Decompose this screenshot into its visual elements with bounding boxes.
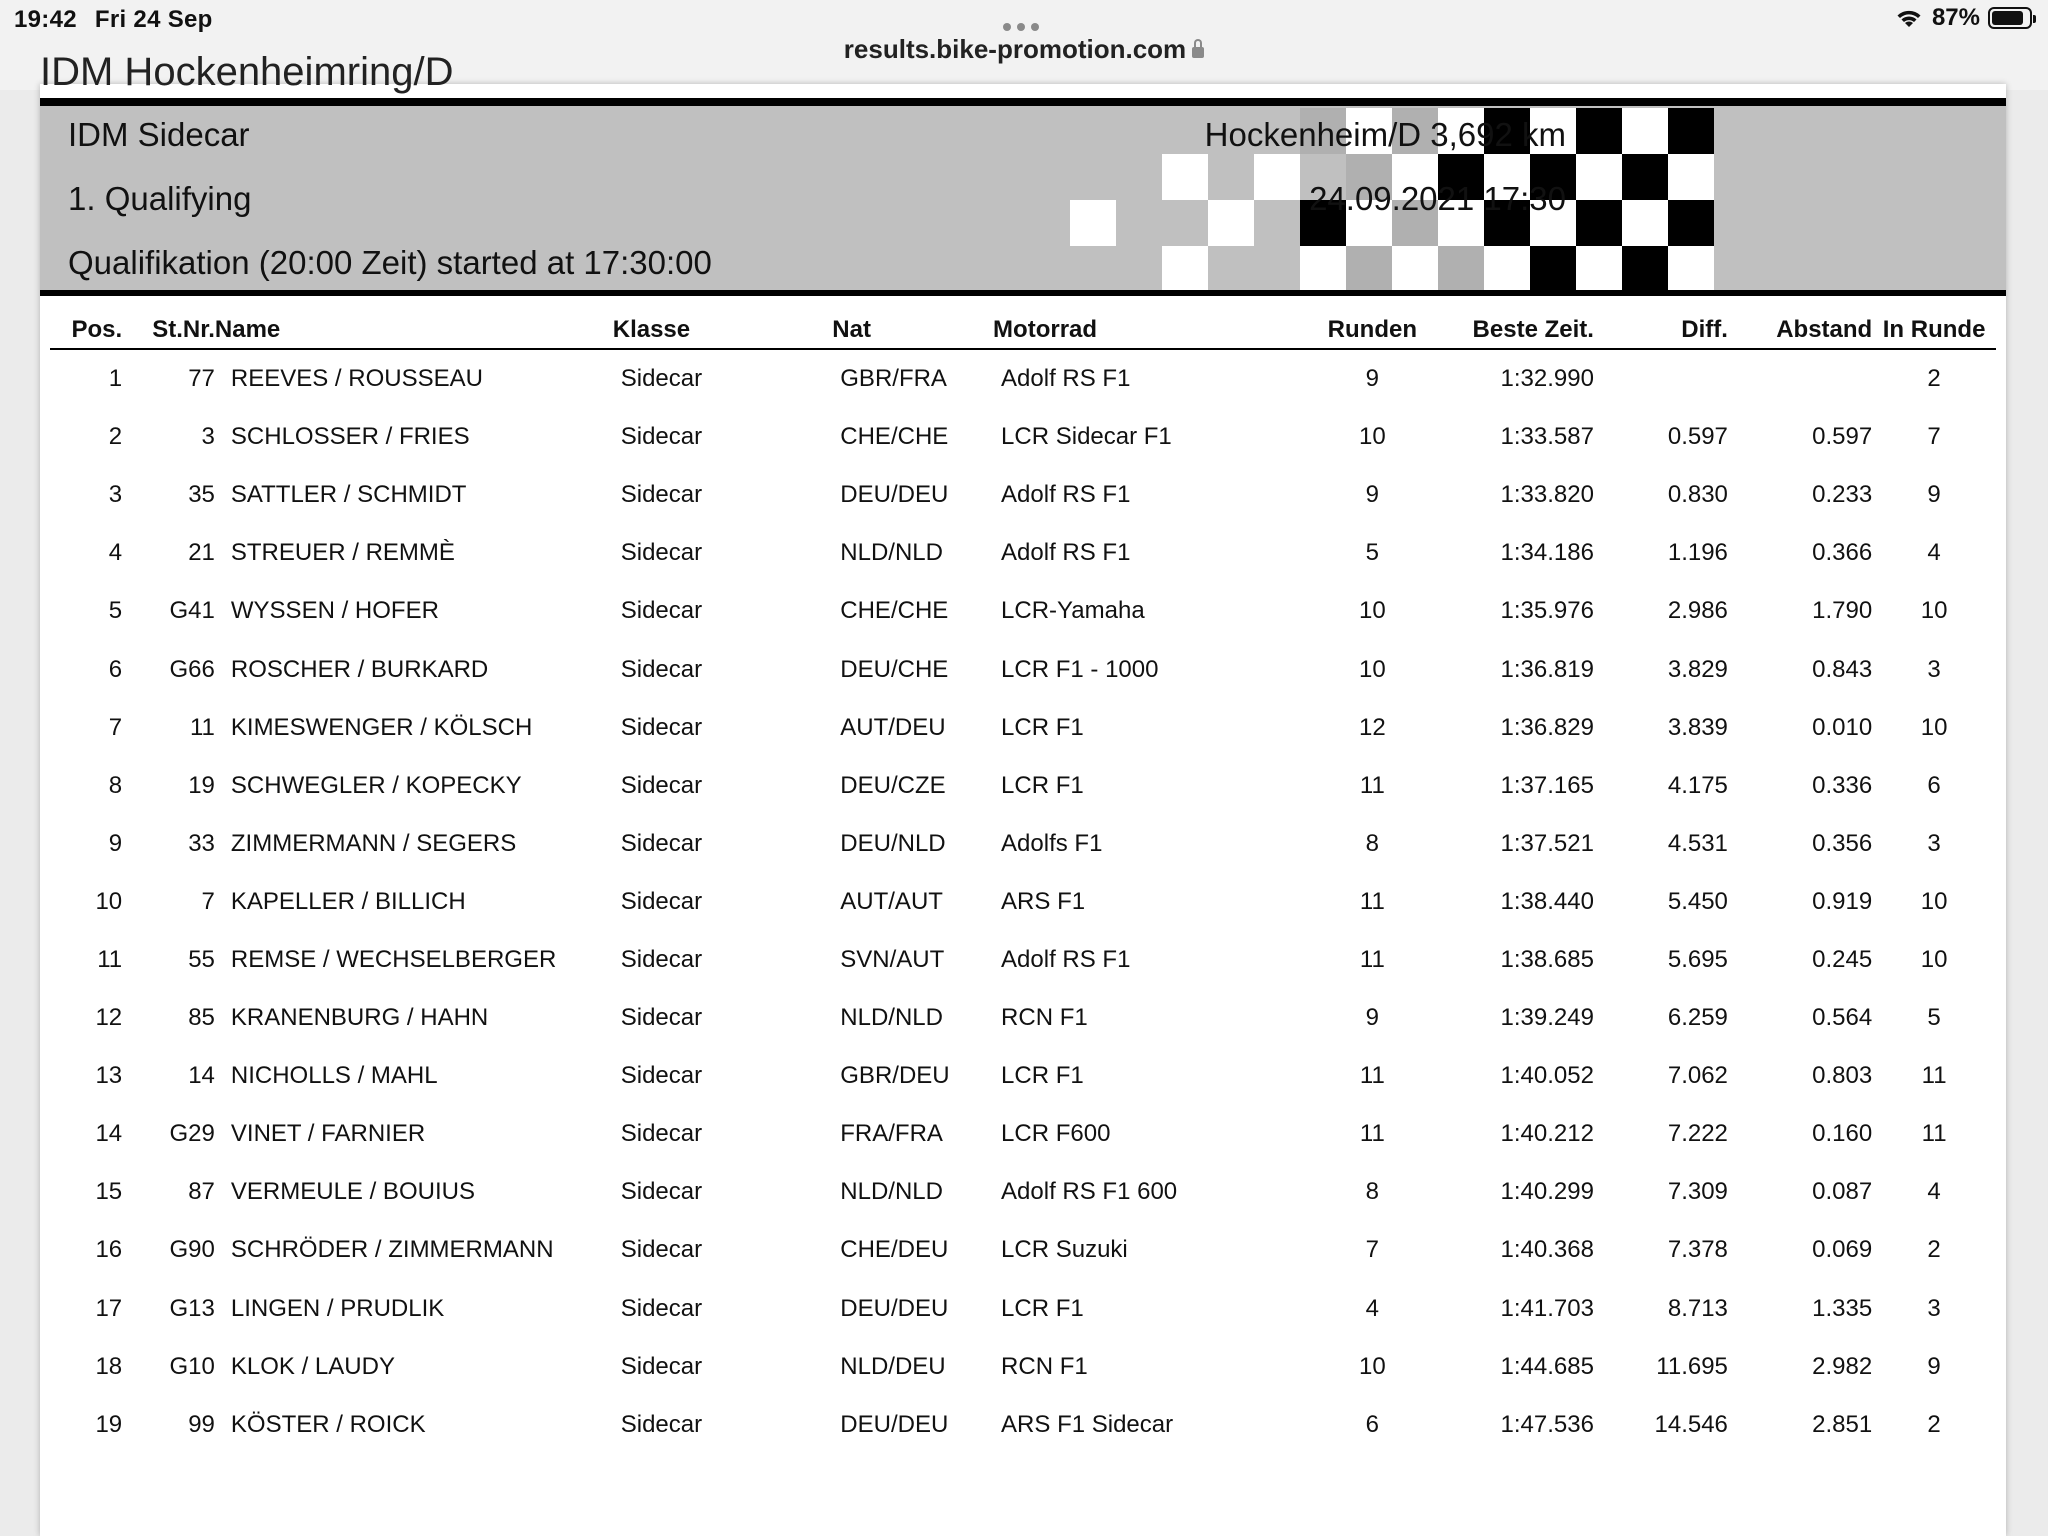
cell-stnr: 14 <box>188 1062 215 1090</box>
table-row <box>50 1163 1996 1221</box>
cell-abstand: 0.336 <box>1812 771 1873 799</box>
cell-in-runde: 4 <box>1927 1178 1941 1206</box>
cell-beste-zeit: 1:38.685 <box>1500 945 1594 973</box>
cell-pos: 11 <box>97 945 123 973</box>
cell-beste-zeit: 1:32.990 <box>1500 365 1594 393</box>
cell-name: ZIMMERMANN / SEGERS <box>230 829 517 857</box>
cell-beste-zeit: 1:33.820 <box>1500 481 1594 509</box>
cell-beste-zeit: 1:40.212 <box>1500 1120 1594 1148</box>
cell-motorrad: RCN F1 <box>1001 1004 1088 1032</box>
cell-motorrad: LCR F1 - 1000 <box>1001 655 1159 683</box>
cell-name: KRANENBURG / HAHN <box>230 1004 489 1032</box>
header-runden: Runden <box>1305 314 1439 349</box>
cell-klasse: Sidecar <box>620 771 703 799</box>
table-row <box>50 1047 1996 1105</box>
cell-pos: 17 <box>95 1294 123 1322</box>
cell-abstand: 2.982 <box>1812 1352 1873 1380</box>
cell-motorrad: LCR F600 <box>1001 1120 1111 1148</box>
cell-beste-zeit: 1:40.052 <box>1500 1062 1594 1090</box>
table-row <box>50 1396 1996 1454</box>
cell-pos: 19 <box>95 1410 123 1438</box>
cell-beste-zeit: 1:40.368 <box>1500 1236 1594 1264</box>
cell-abstand: 0.233 <box>1812 481 1873 509</box>
cell-diff: 7.062 <box>1667 1062 1728 1090</box>
status-right <box>1894 4 2032 32</box>
header-klasse: Klasse <box>613 314 833 349</box>
cell-runden: 7 <box>1365 1236 1380 1264</box>
cell-nat: GBR/FRA <box>840 365 947 393</box>
cell-beste-zeit: 1:37.165 <box>1500 771 1594 799</box>
table-row <box>50 757 1996 815</box>
cell-name: VERMEULE / BOUIUS <box>230 1178 475 1206</box>
cell-nat: NLD/NLD <box>840 1178 943 1206</box>
cell-runden: 8 <box>1365 1178 1380 1206</box>
table-row <box>50 699 1996 757</box>
cell-in-runde: 10 <box>1920 713 1948 741</box>
flag-square <box>1208 200 1254 246</box>
cell-stnr: G41 <box>169 597 215 625</box>
cell-runden: 6 <box>1365 1410 1380 1438</box>
cell-runden: 12 <box>1358 713 1386 741</box>
cell-pos: 13 <box>95 1062 123 1090</box>
header-name: Name <box>215 314 613 349</box>
cell-in-runde: 11 <box>1921 1062 1947 1090</box>
flag-square <box>1668 200 1714 246</box>
cell-motorrad: ARS F1 Sidecar <box>1001 1410 1174 1438</box>
cell-klasse: Sidecar <box>620 365 703 393</box>
cell-diff: 8.713 <box>1667 1294 1728 1322</box>
cell-abstand: 0.597 <box>1812 423 1873 451</box>
cell-stnr: 99 <box>188 1410 215 1438</box>
cell-name: SCHWEGLER / KOPECKY <box>230 771 522 799</box>
table-row <box>50 1105 1996 1163</box>
cell-in-runde: 2 <box>1927 1236 1941 1264</box>
cell-diff: 6.259 <box>1667 1004 1728 1032</box>
cell-name: KLOK / LAUDY <box>230 1352 395 1380</box>
cell-stnr: 87 <box>188 1178 215 1206</box>
cell-klasse: Sidecar <box>620 1004 703 1032</box>
cell-pos: 9 <box>108 829 123 857</box>
cell-abstand: 0.366 <box>1812 539 1873 567</box>
cell-in-runde: 10 <box>1920 945 1948 973</box>
cell-diff: 4.175 <box>1667 771 1728 799</box>
header-in-runde: In Runde <box>1872 314 1996 349</box>
cell-name: KAPELLER / BILLICH <box>230 887 466 915</box>
cell-name: ROSCHER / BURKARD <box>230 655 489 683</box>
cell-beste-zeit: 1:39.249 <box>1500 1004 1594 1032</box>
cell-stnr: G29 <box>169 1120 215 1148</box>
cell-motorrad: LCR F1 <box>1001 713 1084 741</box>
cell-motorrad: LCR F1 <box>1001 1294 1084 1322</box>
cell-motorrad: Adolf RS F1 <box>1001 945 1131 973</box>
battery-percent: 87% <box>1931 4 1980 31</box>
cell-nat: DEU/NLD <box>840 829 946 857</box>
cell-runden: 11 <box>1359 1062 1385 1090</box>
cell-motorrad: Adolf RS F1 <box>1001 365 1131 393</box>
cell-nat: DEU/CHE <box>840 655 949 683</box>
cell-name: VINET / FARNIER <box>230 1120 426 1148</box>
cell-beste-zeit: 1:44.685 <box>1500 1352 1594 1380</box>
cell-abstand: 0.087 <box>1812 1178 1873 1206</box>
cell-pos: 18 <box>95 1352 123 1380</box>
flag-square <box>1576 154 1622 200</box>
cell-diff: 0.830 <box>1667 481 1728 509</box>
cell-runden: 10 <box>1358 655 1386 683</box>
cell-in-runde: 6 <box>1927 771 1941 799</box>
cell-klasse: Sidecar <box>620 1178 703 1206</box>
cell-runden: 11 <box>1359 887 1385 915</box>
cell-diff: 5.695 <box>1667 945 1728 973</box>
cell-klasse: Sidecar <box>620 1410 703 1438</box>
cell-runden: 10 <box>1358 423 1386 451</box>
cell-motorrad: LCR Sidecar F1 <box>1001 423 1172 451</box>
cell-diff: 1.196 <box>1667 539 1728 567</box>
flag-square <box>1300 246 1346 292</box>
table-row <box>50 989 1996 1047</box>
cell-beste-zeit: 1:34.186 <box>1500 539 1594 567</box>
flag-square <box>1622 200 1668 246</box>
table-row <box>50 873 1996 931</box>
cell-beste-zeit: 1:36.829 <box>1500 713 1594 741</box>
cell-pos: 6 <box>108 655 123 683</box>
cell-abstand <box>1728 349 1872 408</box>
flag-square <box>1576 246 1622 292</box>
table-row <box>50 524 1996 582</box>
cell-klasse: Sidecar <box>620 481 703 509</box>
cell-in-runde: 11 <box>1921 1120 1947 1148</box>
cell-beste-zeit: 1:35.976 <box>1500 597 1594 625</box>
cell-name: KÖSTER / ROICK <box>230 1410 426 1438</box>
cell-in-runde: 3 <box>1927 1294 1941 1322</box>
cell-klasse: Sidecar <box>620 655 703 683</box>
cell-abstand: 0.069 <box>1812 1236 1873 1264</box>
cell-diff: 4.531 <box>1667 829 1728 857</box>
cell-klasse: Sidecar <box>620 713 703 741</box>
cell-in-runde: 7 <box>1927 423 1941 451</box>
cell-diff: 7.378 <box>1667 1236 1728 1264</box>
flag-square <box>1346 246 1392 292</box>
cell-motorrad: Adolf RS F1 <box>1001 539 1131 567</box>
cell-klasse: Sidecar <box>620 597 703 625</box>
cell-pos: 10 <box>95 887 123 915</box>
cell-klasse: Sidecar <box>620 829 703 857</box>
flag-square <box>1438 246 1484 292</box>
cell-pos: 4 <box>108 539 123 567</box>
cell-abstand: 1.790 <box>1812 597 1873 625</box>
cell-motorrad: Adolf RS F1 600 <box>1001 1178 1178 1206</box>
table-row <box>50 1338 1996 1396</box>
cell-motorrad: LCR Suzuki <box>1001 1236 1128 1264</box>
session-banner <box>40 106 2006 296</box>
table-row <box>50 1280 1996 1338</box>
cell-in-runde: 3 <box>1927 829 1941 857</box>
cell-nat: DEU/CZE <box>840 771 946 799</box>
cell-stnr: 33 <box>188 829 215 857</box>
results-table <box>50 314 1996 1454</box>
table-row <box>50 931 1996 989</box>
table-row <box>50 582 1996 640</box>
cell-motorrad: RCN F1 <box>1001 1352 1088 1380</box>
flag-square <box>1530 246 1576 292</box>
cell-klasse: Sidecar <box>620 1062 703 1090</box>
cell-motorrad: Adolf RS F1 <box>1001 481 1131 509</box>
lock-icon <box>1192 47 1204 58</box>
cell-name: NICHOLLS / MAHL <box>230 1062 438 1090</box>
cell-nat: NLD/NLD <box>840 539 943 567</box>
flag-square <box>1668 246 1714 292</box>
cell-abstand: 0.919 <box>1812 887 1873 915</box>
cell-motorrad: ARS F1 <box>1001 887 1086 915</box>
cell-name: WYSSEN / HOFER <box>230 597 439 625</box>
cell-beste-zeit: 1:41.703 <box>1500 1294 1594 1322</box>
cell-abstand: 0.564 <box>1812 1004 1873 1032</box>
header-nat: Nat <box>832 314 993 349</box>
table-row <box>50 408 1996 466</box>
flag-square <box>1668 154 1714 200</box>
cell-runden: 4 <box>1365 1294 1380 1322</box>
table-row <box>50 815 1996 873</box>
cell-nat: DEU/DEU <box>840 481 949 509</box>
session-info: Qualifikation (20:00 Zeit) started at 17:30:00 <box>68 244 712 281</box>
cell-stnr: 35 <box>188 481 215 509</box>
table-row <box>50 640 1996 698</box>
cell-name: KIMESWENGER / KÖLSCH <box>230 713 533 741</box>
cell-name: LINGEN / PRUDLIK <box>230 1294 445 1322</box>
session-name: 1. Qualifying <box>68 180 252 217</box>
cell-klasse: Sidecar <box>620 887 703 915</box>
cell-abstand: 1.335 <box>1812 1294 1873 1322</box>
results-page <box>40 50 2006 1536</box>
cell-stnr: 7 <box>201 887 215 915</box>
header-pos: Pos. <box>50 314 122 349</box>
cell-klasse: Sidecar <box>620 423 703 451</box>
venue: Hockenheim/D 3,692 km <box>1204 116 1566 153</box>
cell-nat: DEU/DEU <box>840 1410 949 1438</box>
cell-beste-zeit: 1:37.521 <box>1500 829 1594 857</box>
cell-abstand: 0.356 <box>1812 829 1873 857</box>
cell-name: SCHRÖDER / ZIMMERMANN <box>230 1236 554 1264</box>
cell-pos: 7 <box>108 713 123 741</box>
cell-nat: CHE/CHE <box>840 423 949 451</box>
cell-abstand: 2.851 <box>1812 1410 1873 1438</box>
cell-beste-zeit: 1:47.536 <box>1500 1410 1594 1438</box>
flag-square <box>1622 246 1668 292</box>
cell-klasse: Sidecar <box>620 1294 703 1322</box>
cell-diff: 0.597 <box>1667 423 1728 451</box>
cell-nat: CHE/DEU <box>840 1236 949 1264</box>
cell-beste-zeit: 1:40.299 <box>1500 1178 1594 1206</box>
header-motorrad: Motorrad <box>993 314 1305 349</box>
cell-diff: 11.695 <box>1656 1352 1728 1380</box>
battery-icon <box>1988 7 2032 29</box>
cell-in-runde: 9 <box>1927 481 1941 509</box>
cell-abstand: 0.010 <box>1812 713 1873 741</box>
table-row <box>50 1221 1996 1279</box>
cell-runden: 11 <box>1359 1120 1385 1148</box>
cell-beste-zeit: 1:38.440 <box>1500 887 1594 915</box>
cell-diff: 14.546 <box>1654 1410 1728 1438</box>
event-title: IDM Hockenheimring/D <box>40 50 454 94</box>
cell-nat: AUT/DEU <box>840 713 946 741</box>
cell-runden: 10 <box>1358 597 1386 625</box>
cell-pos: 3 <box>108 481 123 509</box>
flag-square <box>1576 108 1622 154</box>
cell-abstand: 0.245 <box>1812 945 1873 973</box>
cell-name: SATTLER / SCHMIDT <box>230 481 467 509</box>
cell-nat: GBR/DEU <box>840 1062 950 1090</box>
cell-klasse: Sidecar <box>620 1120 703 1148</box>
cell-diff: 7.222 <box>1667 1120 1728 1148</box>
status-left <box>14 6 231 34</box>
more-dots-icon[interactable] <box>1000 18 1048 28</box>
cell-in-runde: 10 <box>1920 597 1948 625</box>
cell-diff: 5.450 <box>1667 887 1728 915</box>
flag-square <box>1622 108 1668 154</box>
cell-stnr: G13 <box>169 1294 215 1322</box>
clock: 19:42 <box>14 6 77 33</box>
cell-motorrad: LCR F1 <box>1001 1062 1084 1090</box>
header-diff: Diff. <box>1594 314 1728 349</box>
session-datetime: 24.09.2021 17:30 <box>1309 180 1566 217</box>
cell-nat: NLD/DEU <box>840 1352 946 1380</box>
flag-square <box>1254 154 1300 200</box>
cell-in-runde: 2 <box>1927 365 1941 393</box>
flag-square <box>1576 200 1622 246</box>
cell-stnr: 3 <box>201 423 215 451</box>
bottom-rule <box>40 290 2006 296</box>
cell-pos: 12 <box>95 1004 123 1032</box>
cell-in-runde: 10 <box>1920 887 1948 915</box>
cell-nat: AUT/AUT <box>840 887 943 915</box>
cell-nat: FRA/FRA <box>840 1120 943 1148</box>
cell-stnr: 19 <box>188 771 215 799</box>
cell-in-runde: 9 <box>1927 1352 1941 1380</box>
cell-runden: 9 <box>1365 481 1380 509</box>
cell-in-runde: 4 <box>1927 539 1941 567</box>
cell-pos: 2 <box>108 423 123 451</box>
cell-pos: 16 <box>95 1236 123 1264</box>
header-stnr: St.Nr. <box>122 314 215 349</box>
cell-pos: 8 <box>108 771 123 799</box>
cell-nat: DEU/DEU <box>840 1294 949 1322</box>
cell-stnr: G10 <box>169 1352 215 1380</box>
cell-in-runde: 5 <box>1927 1004 1941 1032</box>
wifi-icon <box>1894 7 1924 29</box>
flag-square <box>1668 108 1714 154</box>
cell-name: STREUER / REMMÈ <box>230 539 455 567</box>
flag-square <box>1484 246 1530 292</box>
cell-stnr: 77 <box>188 365 215 393</box>
cell-name: REEVES / ROUSSEAU <box>230 365 483 393</box>
cell-runden: 8 <box>1365 829 1380 857</box>
cell-name: REMSE / WECHSELBERGER <box>230 945 557 973</box>
cell-abstand: 0.803 <box>1812 1062 1873 1090</box>
cell-motorrad: Adolfs F1 <box>1001 829 1103 857</box>
cell-motorrad: LCR-Yamaha <box>1001 597 1145 625</box>
cell-runden: 9 <box>1365 365 1380 393</box>
cell-stnr: G90 <box>169 1236 215 1264</box>
cell-klasse: Sidecar <box>620 539 703 567</box>
cell-in-runde: 3 <box>1927 655 1941 683</box>
cell-diff: 2.986 <box>1667 597 1728 625</box>
cell-stnr: 55 <box>188 945 215 973</box>
cell-klasse: Sidecar <box>620 1236 703 1264</box>
cell-abstand: 0.160 <box>1812 1120 1873 1148</box>
cell-motorrad: LCR F1 <box>1001 771 1084 799</box>
cell-beste-zeit: 1:36.819 <box>1500 655 1594 683</box>
date: Fri 24 Sep <box>94 6 213 33</box>
table-header-row <box>50 314 1996 349</box>
top-rule <box>40 98 2006 106</box>
cell-klasse: Sidecar <box>620 945 703 973</box>
cell-stnr: 21 <box>188 539 215 567</box>
cell-runden: 10 <box>1358 1352 1386 1380</box>
flag-square <box>1162 154 1208 200</box>
cell-klasse: Sidecar <box>620 1352 703 1380</box>
header-abstand: Abstand <box>1728 314 1872 349</box>
cell-runden: 11 <box>1359 771 1385 799</box>
cell-runden: 5 <box>1365 539 1380 567</box>
cell-stnr: G66 <box>169 655 215 683</box>
cell-diff: 3.829 <box>1667 655 1728 683</box>
cell-pos: 14 <box>95 1120 123 1148</box>
cell-nat: NLD/NLD <box>840 1004 943 1032</box>
flag-square <box>1392 246 1438 292</box>
cell-pos: 15 <box>95 1178 123 1206</box>
cell-abstand: 0.843 <box>1812 655 1873 683</box>
cell-diff <box>1594 349 1728 408</box>
cell-diff: 7.309 <box>1667 1178 1728 1206</box>
cell-stnr: 85 <box>188 1004 215 1032</box>
flag-square <box>1622 154 1668 200</box>
cell-nat: CHE/CHE <box>840 597 949 625</box>
results-body <box>50 349 1996 1454</box>
header-beste-zeit: Beste Zeit. <box>1439 314 1594 349</box>
cell-runden: 11 <box>1359 945 1385 973</box>
cell-pos: 1 <box>108 365 123 393</box>
cell-name: SCHLOSSER / FRIES <box>230 423 470 451</box>
cell-beste-zeit: 1:33.587 <box>1500 423 1594 451</box>
cell-diff: 3.839 <box>1667 713 1728 741</box>
url-text: results.bike-promotion.com <box>843 34 1187 64</box>
series-name: IDM Sidecar <box>68 116 250 153</box>
cell-pos: 5 <box>108 597 123 625</box>
cell-in-runde: 2 <box>1927 1410 1941 1438</box>
cell-nat: SVN/AUT <box>840 945 945 973</box>
cell-runden: 9 <box>1365 1004 1380 1032</box>
battery-level <box>1992 11 2023 25</box>
flag-square <box>1162 246 1208 292</box>
cell-stnr: 11 <box>189 713 215 741</box>
table-row <box>50 349 1996 408</box>
table-row <box>50 466 1996 524</box>
flag-square <box>1070 200 1116 246</box>
